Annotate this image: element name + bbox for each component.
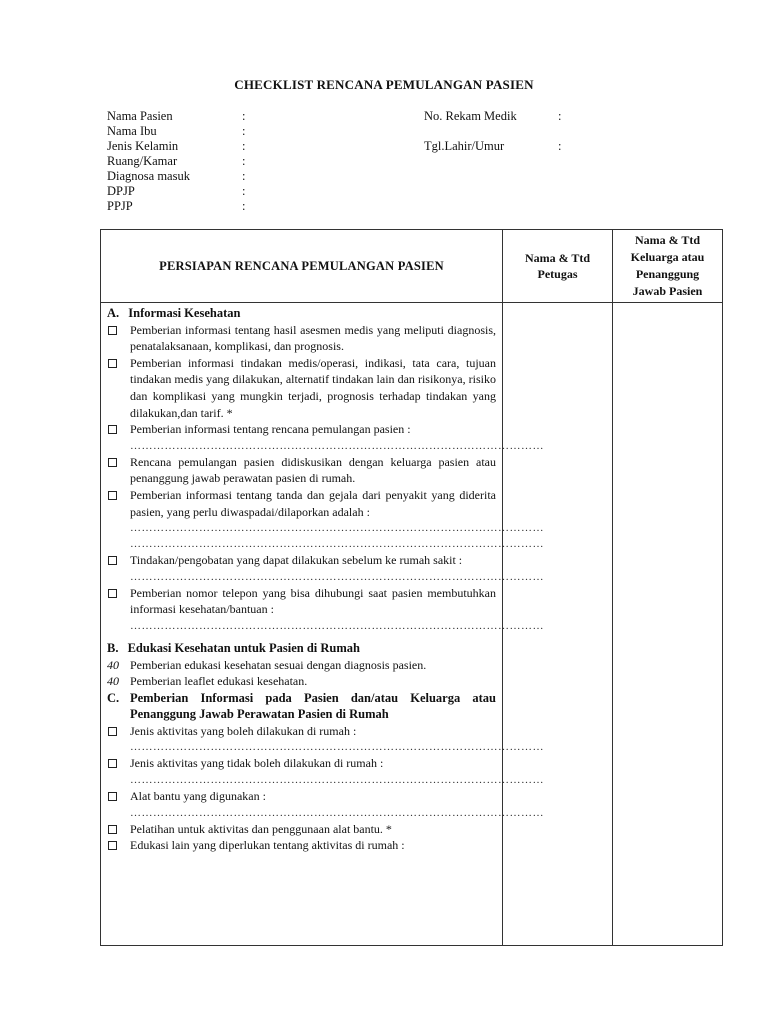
document-title: CHECKLIST RENCANA PEMULANGAN PASIEN xyxy=(234,77,534,92)
checklist-item xyxy=(107,454,496,487)
dotted-answer-line: ……………………………………………………………………………………………… xyxy=(130,522,544,535)
checklist-item-text: Rencana pemulangan pasien didiskusikan dengan keluarga pasien atau penanggung jawab perawatan pasien di rumah. xyxy=(130,454,496,486)
checkbox-icon[interactable] xyxy=(108,727,117,736)
checklist-item xyxy=(107,723,496,740)
header-officer-line-1: Nama & Ttd xyxy=(524,251,591,265)
section-b-letter: B. xyxy=(107,640,119,655)
checkbox-icon[interactable] xyxy=(108,589,117,598)
checkbox-icon[interactable] xyxy=(108,425,117,434)
field-label-diagnosa-masuk: Diagnosa masuk xyxy=(107,169,190,183)
checklist-item-text: Pemberian nomor telepon yang bisa dihubungi saat pasien membutuhkan informasi kesehatan/bantuan : xyxy=(130,585,496,617)
field-colon: : xyxy=(558,139,562,153)
item-marker: 40 xyxy=(107,674,119,689)
checkbox-icon[interactable] xyxy=(108,841,117,850)
dotted-answer-line: ……………………………………………………………………………………………… xyxy=(130,774,544,787)
checklist-item-text: Tindakan/pengobatan yang dapat dilakukan sebelum ke rumah sakit : xyxy=(130,553,463,568)
field-colon: : xyxy=(558,109,562,123)
field-label-nama-pasien: Nama Pasien xyxy=(107,109,173,123)
header-persiapan: PERSIAPAN RENCANA PEMULANGAN PASIEN xyxy=(101,230,503,303)
checklist-item-text: Pemberian informasi tindakan medis/operasi, indikasi, tata cara, tujuan tindakan medis yang dilakukan, alternatif tindakan lain dan risikonya, risiko dan komplikasi yang mungkin terjadi, prognosis terhadap tindakan yang dilakukan,dan tarif. * xyxy=(130,355,496,420)
header-officer xyxy=(503,230,613,303)
header-family-line-1: Nama & Ttd xyxy=(634,233,701,247)
field-colon: : xyxy=(242,124,246,138)
checklist-item-text: Pemberian informasi tentang rencana pemulangan pasien : xyxy=(130,422,411,437)
checkbox-icon[interactable] xyxy=(108,825,117,834)
dotted-answer-line: ……………………………………………………………………………………………… xyxy=(130,570,544,583)
dotted-answer-line: ……………………………………………………………………………………………… xyxy=(130,741,544,754)
field-label-ruang-kamar: Ruang/Kamar xyxy=(107,154,178,168)
checklist-item-text: Edukasi lain yang diperlukan tentang aktivitas di rumah : xyxy=(130,838,405,853)
section-b-heading xyxy=(107,640,496,657)
header-family-line-3: Penanggung xyxy=(635,267,700,281)
section-a-heading xyxy=(107,305,496,322)
checklist-item xyxy=(107,355,496,421)
checkbox-icon[interactable] xyxy=(108,792,117,801)
field-colon: : xyxy=(242,139,246,153)
field-label-jenis-kelamin: Jenis Kelamin xyxy=(107,139,179,153)
section-c-title: Pemberian Informasi pada Pasien dan/atau Keluarga atau Penanggung Jawab Perawatan Pasien di Rumah xyxy=(130,690,496,722)
checkbox-icon[interactable] xyxy=(108,326,117,335)
section-b-title: Edukasi Kesehatan untuk Pasien di Rumah xyxy=(127,640,360,655)
checklist-content-cell xyxy=(101,303,544,946)
field-label-nama-ibu: Nama Ibu xyxy=(107,124,157,138)
checklist-item-text: Pemberian edukasi kesehatan sesuai dengan diagnosis pasien. xyxy=(130,657,427,672)
field-label-ppjp: PPJP xyxy=(107,199,133,213)
checkbox-icon[interactable] xyxy=(108,458,117,467)
checklist-item xyxy=(107,487,496,520)
checklist-item xyxy=(107,421,496,438)
field-colon: : xyxy=(242,169,246,183)
field-colon: : xyxy=(242,184,246,198)
header-family xyxy=(613,230,723,303)
checklist-item-text: Jenis aktivitas yang tidak boleh dilakukan di rumah : xyxy=(130,756,384,771)
field-label-dpjp: DPJP xyxy=(107,184,135,198)
field-colon: : xyxy=(242,199,246,213)
checklist-item-text: Pemberian informasi tentang tanda dan gejala dari penyakit yang diderita pasien, yang perlu diwaspadai/dilaporkan adalah : xyxy=(130,487,496,519)
section-a-letter: A. xyxy=(107,306,120,320)
item-marker: 40 xyxy=(107,657,119,672)
header-family-line-4: Jawab Pasien xyxy=(632,284,703,298)
dotted-answer-line: ……………………………………………………………………………………………… xyxy=(130,619,544,632)
checklist-item-text: Alat bantu yang digunakan : xyxy=(130,789,266,804)
checkbox-icon[interactable] xyxy=(108,359,117,368)
checklist-item xyxy=(107,673,496,690)
field-label-tgl-lahir-umur: Tgl.Lahir/Umur xyxy=(424,139,505,153)
field-label-no-rekam-medik: No. Rekam Medik xyxy=(424,109,517,123)
section-c-heading xyxy=(107,690,496,723)
dotted-answer-line: ……………………………………………………………………………………………… xyxy=(130,538,544,551)
checkbox-icon[interactable] xyxy=(108,759,117,768)
checklist-item xyxy=(107,821,496,838)
checklist-item-text: Pelatihan untuk aktivitas dan penggunaan alat bantu. * xyxy=(130,821,392,836)
checklist-item-text: Pemberian informasi tentang hasil asesmen medis yang meliputi diagnosis, penatalaksanaan, komplikasi, dan prognosis. xyxy=(130,322,496,354)
section-c-letter: C. xyxy=(107,690,120,705)
checkbox-icon[interactable] xyxy=(108,491,117,500)
checklist-item xyxy=(107,322,496,355)
checklist-item xyxy=(107,657,496,674)
family-signature-cell[interactable] xyxy=(613,303,723,946)
field-colon: : xyxy=(242,154,246,168)
dotted-answer-line: ……………………………………………………………………………………………… xyxy=(130,439,544,452)
discharge-checklist-table xyxy=(100,229,723,946)
checklist-item-text: Pemberian leaflet edukasi kesehatan. xyxy=(130,674,308,689)
header-family-line-2: Keluarga atau xyxy=(630,250,705,264)
checklist-item xyxy=(107,755,496,772)
dotted-answer-line: ……………………………………………………………………………………………… xyxy=(130,806,544,819)
checklist-item xyxy=(107,837,496,854)
checklist-item xyxy=(107,552,496,569)
section-a-title: Informasi Kesehatan xyxy=(128,306,241,320)
checkbox-icon[interactable] xyxy=(108,556,117,565)
checklist-item xyxy=(107,788,496,805)
header-officer-line-2: Petugas xyxy=(537,267,578,281)
checklist-item xyxy=(107,585,496,618)
checklist-item-text: Jenis aktivitas yang boleh dilakukan di rumah : xyxy=(130,723,357,738)
field-colon: : xyxy=(242,109,246,123)
